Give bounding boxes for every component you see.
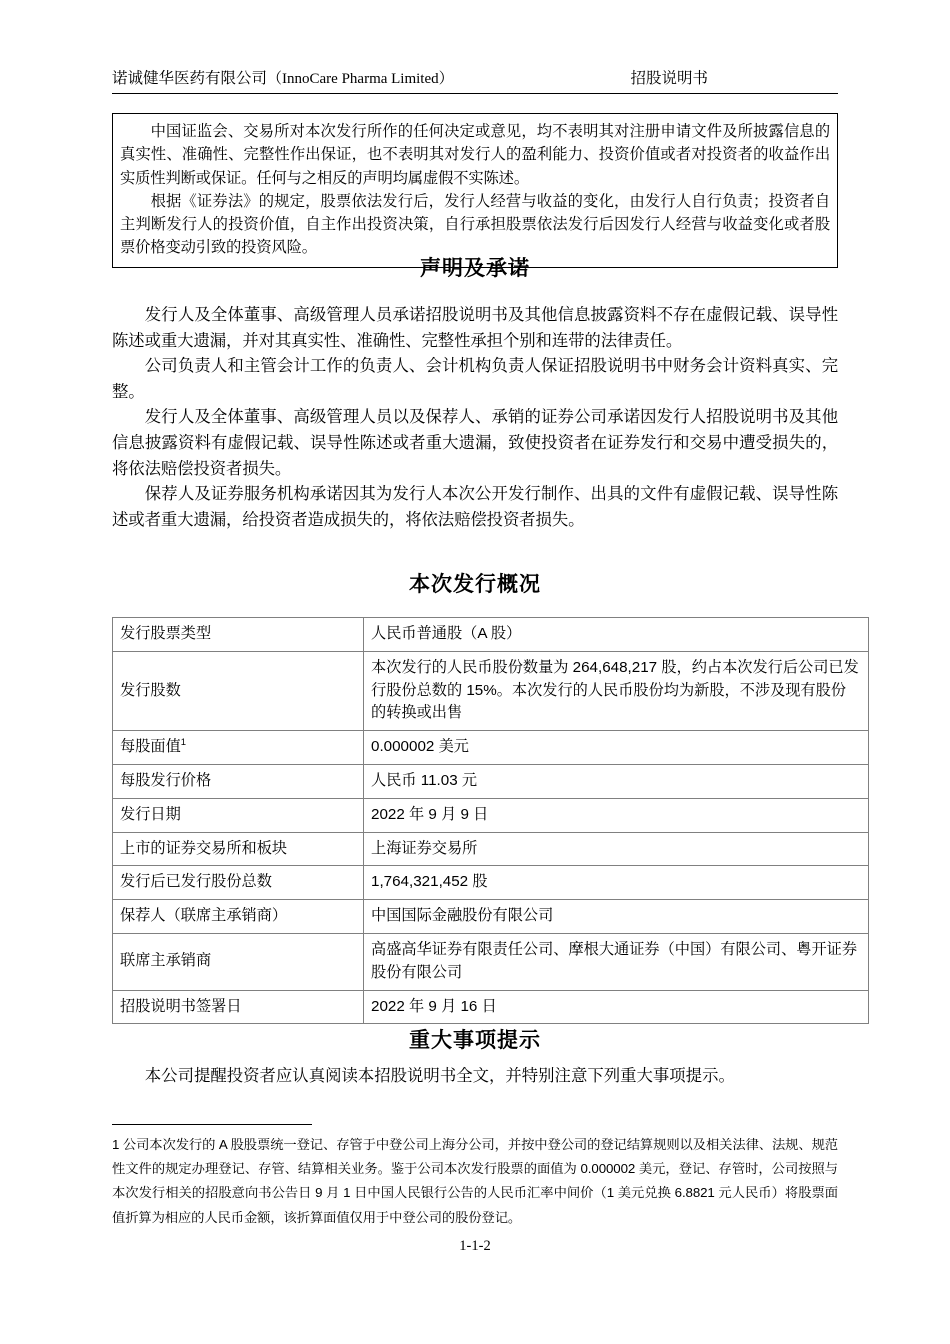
table-cell-label: 发行股数 [113,651,364,730]
offering-section-title: 本次发行概况 [409,573,541,596]
table-cell-value: 2022 年 9 月 16 日 [364,990,869,1024]
declaration-paragraph-2: 公司负责人和主管会计工作的负责人、会计机构负责人保证招股说明书中财务会计资料真实、完整。 [112,357,838,401]
running-header [112,66,838,94]
header-document-type: 招股说明书 [630,70,708,87]
highlights-intro-text: 本公司提醒投资者应认真阅读本招股说明书全文，并特别注意下列重大事项提示。 [144,1067,735,1085]
table-row [113,798,869,832]
highlights-intro [112,1064,838,1090]
table-row [113,900,869,934]
table-cell-value: 2022 年 9 月 9 日 [364,798,869,832]
table-row [113,933,869,990]
regulatory-notice-box [112,113,838,268]
page-number: 1-1-2 [459,1238,491,1254]
table-row [113,764,869,798]
table-cell-label: 联席主承销商 [113,933,364,990]
table-row [113,866,869,900]
footnote-block [112,1133,838,1230]
table-cell-label: 发行后已发行股份总数 [113,866,364,900]
declaration-section-title: 声明及承诺 [420,257,530,280]
table-cell-value: 本次发行的人民币股份数量为 264,648,217 股，约占本次发行后公司已发行股份总数的 15%。本次发行的人民币股份均为新股，不涉及现有股份的转换或出售 [364,651,869,730]
footnote-separator-rule [112,1124,312,1125]
table-cell-value: 中国国际金融股份有限公司 [364,900,869,934]
table-cell-label-text: 每股面值 [120,738,181,756]
declaration-paragraph-3: 发行人及全体董事、高级管理人员以及保荐人、承销的证券公司承诺因发行人招股说明书及其他信息披露资料有虚假记载、误导性陈述或者重大遗漏，致使投资者在证券发行和交易中遭受损失的，将依法赔偿投资者损失。 [112,408,838,478]
table-cell-value: 上海证券交易所 [364,832,869,866]
table-cell-value: 人民币普通股（A 股） [364,618,869,652]
table-cell-label: 招股说明书签署日 [113,990,364,1024]
table-cell-label: 上市的证券交易所和板块 [113,832,364,866]
declaration-paragraph-1: 发行人及全体董事、高级管理人员承诺招股说明书及其他信息披露资料不存在虚假记载、误导性陈述或重大遗漏，并对其真实性、准确性、完整性承担个别和连带的法律责任。 [112,306,838,350]
header-company-name-cn: 诺诚健华医药有限公司 [112,70,268,87]
table-cell-value: 高盛高华证券有限责任公司、摩根大通证券（中国）有限公司、粤开证券股份有限公司 [364,933,869,990]
notice-paragraph-1: 中国证监会、交易所对本次发行所作的任何决定或意见，均不表明其对注册申请文件及所披露信息的真实性、准确性、完整性作出保证，也不表明其对发行人的盈利能力、投资价值或者对投资者的收益作出实质性判断或保证。任何与之相反的声明均属虚假不实陈述。 [120,123,830,187]
header-company-name [112,66,454,88]
table-cell-label: 发行股票类型 [113,618,364,652]
table-cell-value: 1,764,321,452 股 [364,866,869,900]
highlights-section-title: 重大事项提示 [409,1029,541,1052]
notice-paragraph-2: 根据《证券法》的规定，股票依法发行后，发行人经营与收益的变化，由发行人自行负责；投资者自主判断发行人的投资价值，自主作出投资决策，自行承担股票依法发行后因发行人经营与收益变化或者股票价格变动引致的投资风险。 [120,192,830,257]
declaration-paragraph-4: 保荐人及证券服务机构承诺因其为发行人本次公开发行制作、出具的文件有虚假记载、误导性陈述或者重大遗漏，给投资者造成损失的，将依法赔偿投资者损失。 [112,485,838,529]
table-row [113,990,869,1024]
header-company-name-en: （InnoCare Pharma Limited） [267,71,454,87]
table-cell-label: 发行日期 [113,798,364,832]
offering-overview-table [112,617,869,1024]
footnote-text: 1 公司本次发行的 A 股股票统一登记、存管于中登公司上海分公司，并按中登公司的登记结算规则以及相关法律、法规、规范性文件的规定办理登记、存管、结算相关业务。鉴于公司本次发行股票的面值为 0.000002 美元，登记、存管时，公司按照与本次发行相关的招股意向书公告日 9 月 1 日中国人民银行公告的人民币汇率中间价（1 美元兑换 6.8821 元人民币）将股票面值折算为相应的人民币金额，该折算面值仅用于中登公司的股份登记。 [112,1137,838,1225]
table-cell-label: 每股发行价格 [113,764,364,798]
footnote-marker: 1 [180,737,187,749]
declaration-body [112,303,838,533]
table-row [113,651,869,730]
table-cell-label [113,731,364,765]
table-row [113,618,869,652]
table-cell-value: 人民币 11.03 元 [364,764,869,798]
table-row [113,832,869,866]
table-cell-value: 0.000002 美元 [364,731,869,765]
table-row [113,731,869,765]
table-cell-label: 保荐人（联席主承销商） [113,900,364,934]
